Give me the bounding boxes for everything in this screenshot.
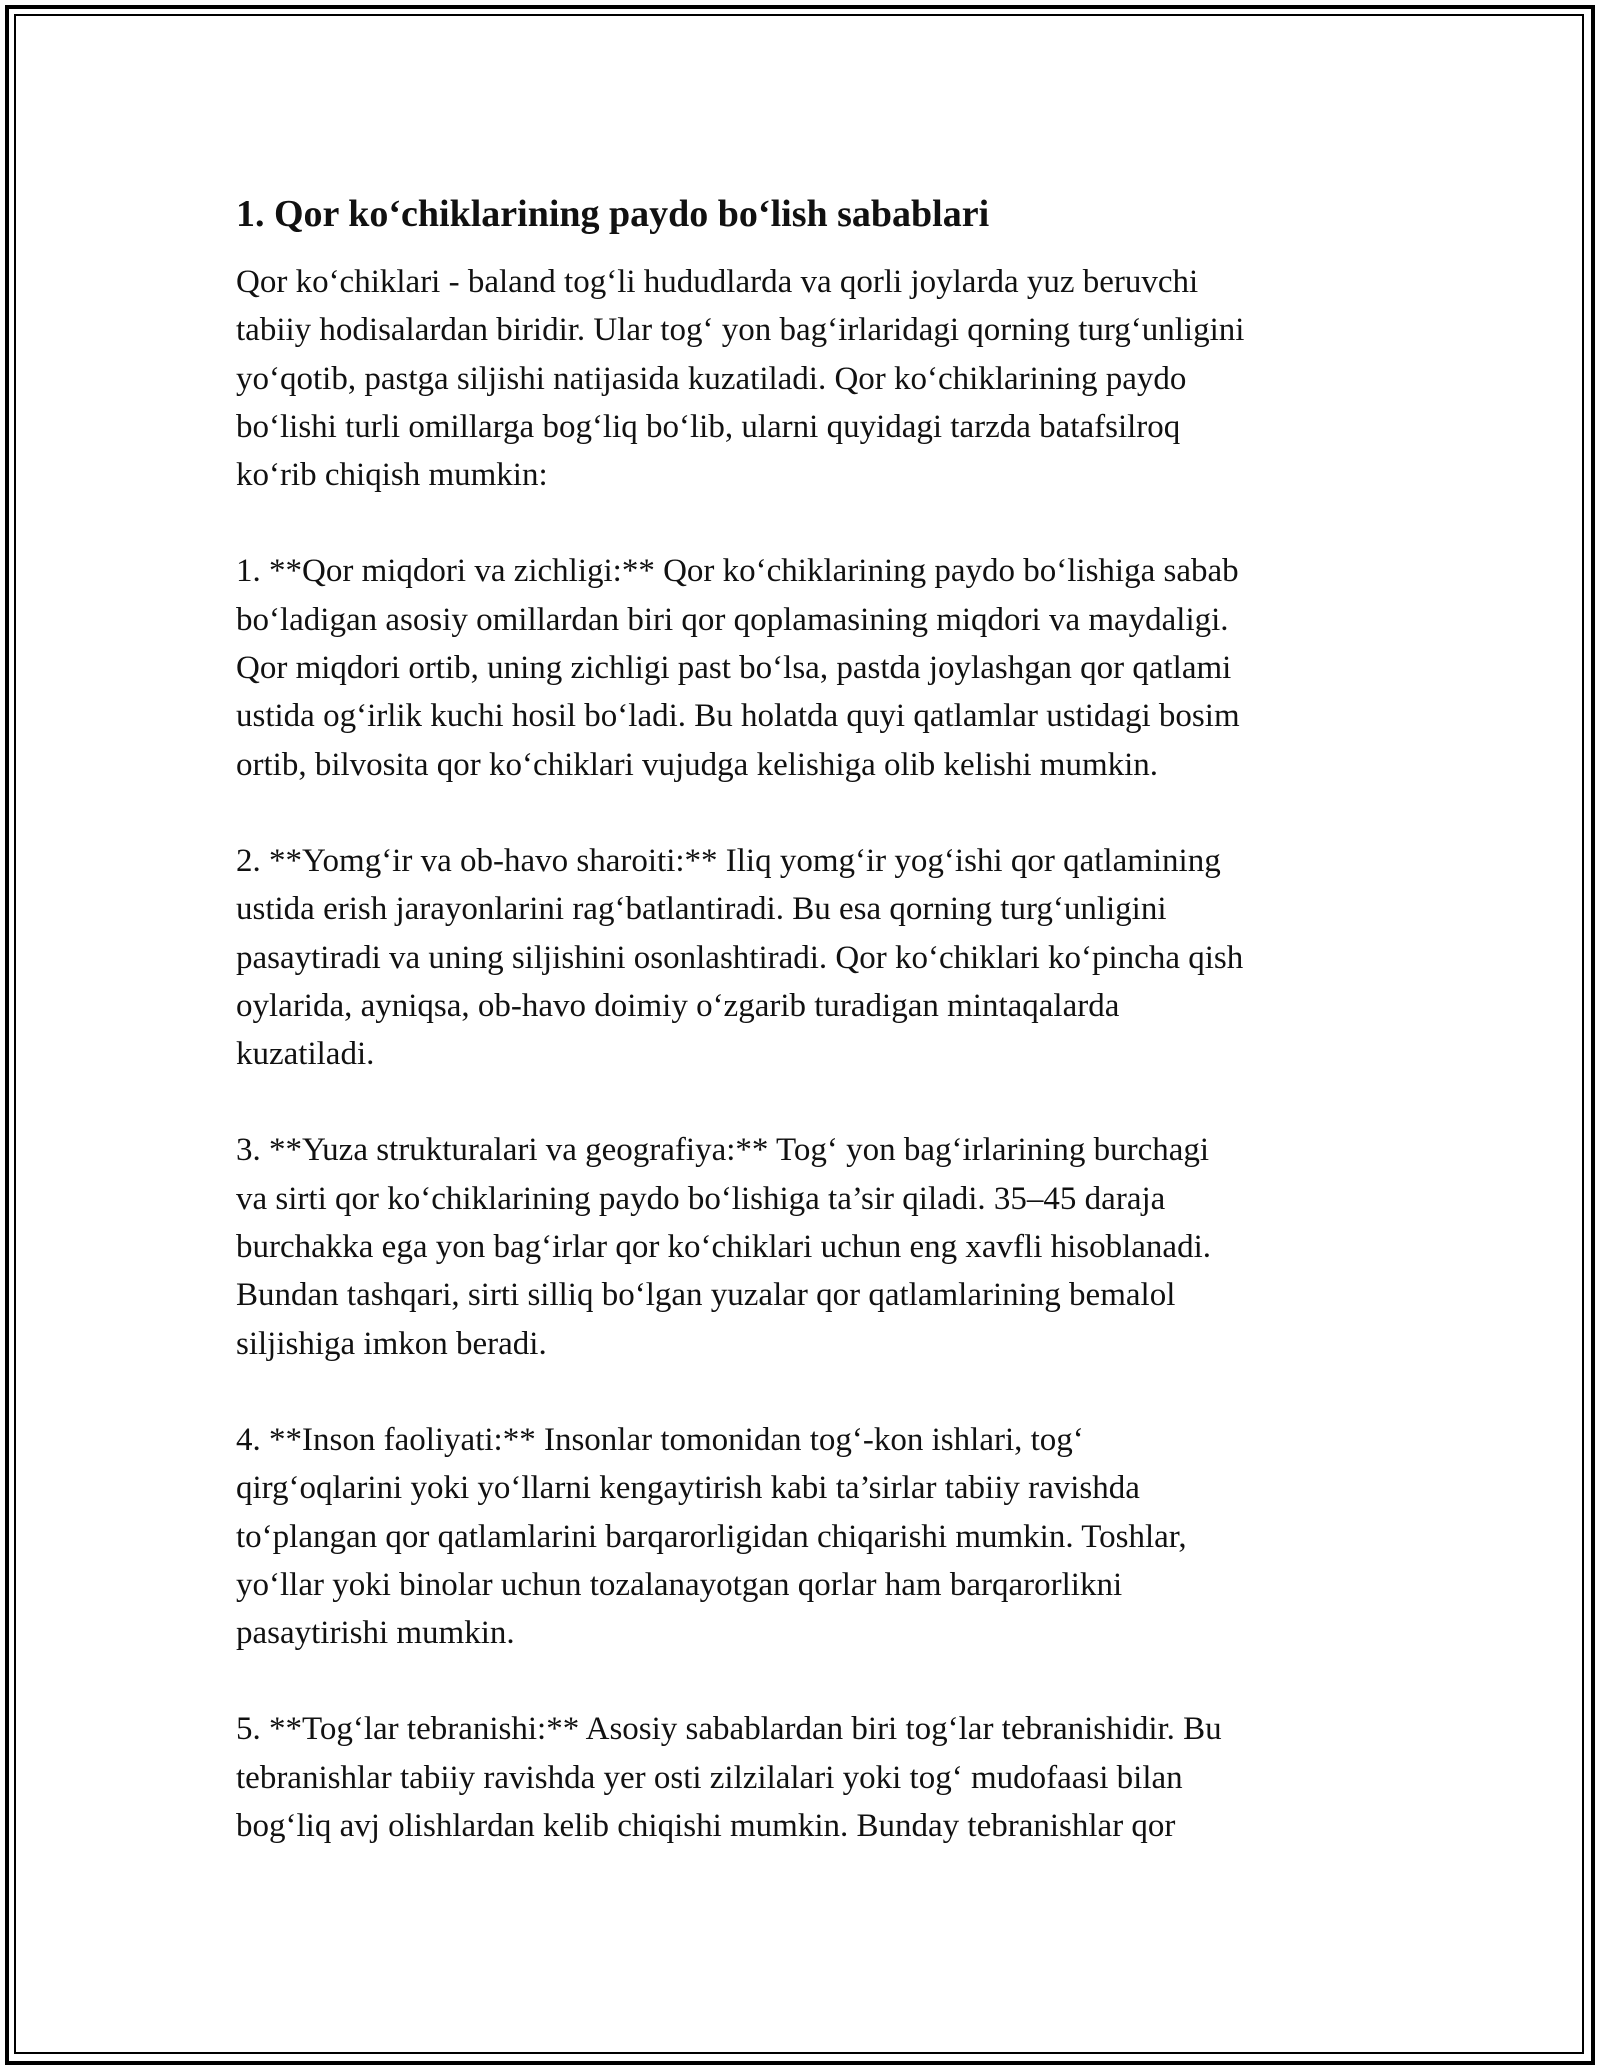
cause-4-paragraph: 4. **Inson faoliyati:** Insonlar tomonidan tog‘-kon ishlari, tog‘ qirg‘oqlarini yoki yo‘llarni kengaytirish kabi ta’sirlar tabiiy ravishda to‘plangan qor qatlamlarini barqarorligidan chiqarishi mumkin. Toshlar, yo‘llar yoki binolar uchun tozalanayotgan qorlar ham barqarorlikni pasaytirishi mumkin.: [236, 1421, 1187, 1652]
section-heading: 1. Qor ko‘chiklarining paydo bo‘lish sabablari: [236, 193, 990, 235]
cause-5-paragraph: 5. **Tog‘lar tebranishi:** Asosiy sabablardan biri tog‘lar tebranishidir. Bu tebranishlar tabiiy ravishda yer osti zilzilalari yoki tog‘ mudofaasi bilan bog‘liq avj olishlardan kelib chiqishi mumkin. Bunday tebranishlar qor: [236, 1711, 1222, 1845]
intro-paragraph: Qor ko‘chiklari - baland tog‘li hududlarda va qorli joylarda yuz beruvchi tabiiy hodisalardan biridir. Ular tog‘ yon bag‘irlaridagi qorning turg‘unligini yo‘qotib, pastga siljishi natijasida kuzatiladi. Qor ko‘chiklarining paydo bo‘lishi turli omillarga bog‘liq bo‘lib, ularni quyidagi tarzda batafsilroq ko‘rib chiqish mumkin:: [236, 264, 1245, 494]
cause-3-paragraph: 3. **Yuza strukturalari va geografiya:** Tog‘ yon bag‘irlarining burchagi va sirti qor ko‘chiklarining paydo bo‘lishiga ta’sir qiladi. 35–45 daraja burchakka ega yon bag‘irlar qor ko‘chiklari uchun eng xavfli hisoblanadi. Bundan tashqari, sirti silliq bo‘lgan yuzalar qor qatlamlarining bemalol siljishiga imkon beradi.: [236, 1132, 1211, 1362]
cause-2-paragraph: 2. **Yomg‘ir va ob-havo sharoiti:** Iliq yomg‘ir yog‘ishi qor qatlamining ustida erish jarayonlarini rag‘batlantiradi. Bu esa qorning turg‘unligini pasaytiradi va uning siljishini osonlashtiradi. Qor ko‘chiklari ko‘pincha qish oylarida, ayniqsa, ob-havo doimiy o‘zgarib turadigan mintaqalarda kuzatiladi.: [236, 842, 1244, 1073]
document-body: [236, 186, 1376, 1898]
cause-1-paragraph: 1. **Qor miqdori va zichligi:** Qor ko‘chiklarining paydo bo‘lishiga sabab bo‘ladigan asosiy omillardan biri qor qoplamasining miqdori va maydaligi. Qor miqdori ortib, uning zichligi past bo‘lsa, pastda joylashgan qor qatlami ustida og‘irlik kuchi hosil bo‘ladi. Bu holatda quyi qatlamlar ustidagi bosim ortib, bilvosita qor ko‘chiklari vujudga kelishiga olib kelishi mumkin.: [236, 553, 1240, 783]
